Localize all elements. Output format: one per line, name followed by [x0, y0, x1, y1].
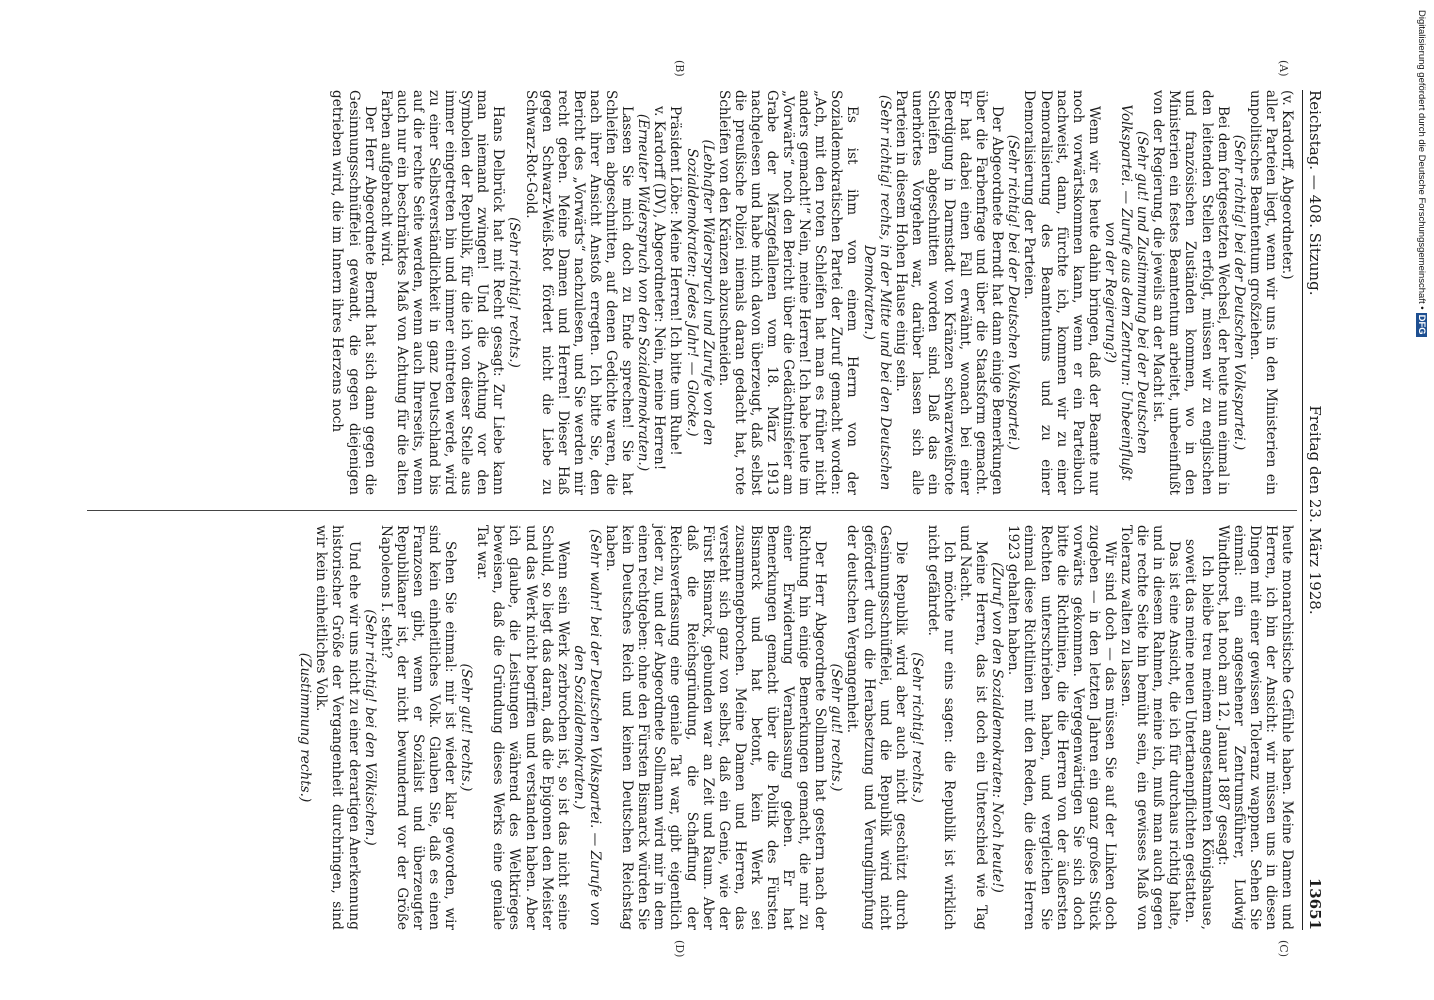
- interjection: (Lebhafter Widerspruch und Zurufe von den Sozialdemokraten: Jedes Jahr! — Glocke.): [683, 139, 716, 446]
- paragraph: heute monarchistische Gefühle haben. Meine Damen und Herren, ich bin der Ansicht: wir müssen uns in diesen Dingen mit einer gewissen Toleranz wappnen. Sehen Sie einmal: ein angesehener Zentrumsführer, Ludwig Windthorst, hat noch am 12. Januar 1887 gesagt:: [1214, 525, 1295, 930]
- paragraph: Der Abgeordnete Berndt hat dann einige Bemerkungen über die Farbenfrage und über die Staatsform gemacht. Er hat dabei einen Fall erwähnt, wonach bei einer Beerdigung in Darmstadt von Kränzen schwarzweißrote Schleifen abgeschnitten worden sind. Daß das ein unerhörtes Vorgehen war, darüber lassen sich alle Parteien in diesem Hohen Hause einig sein.: [892, 90, 1006, 495]
- right-column: [297, 525, 1295, 930]
- paragraph: Bei dem fortgesetzten Wechsel, der heute nun einmal in den leitenden Stellen erfolgt, müssen wir zu englischen und französischen Zuständen kommen, wo in den Ministerien ein festes Beamtentum arbeitet, unbeeinflußt von der Regierung, die jeweils an der Macht ist.: [1150, 90, 1231, 495]
- paragraph: Lassen Sie mich doch zu Ende sprechen! Sie hat Schleifen abgeschnitten, auf denen Gedichte waren, die nach ihrer Ansicht Anstoß erregten. Ich bitte Sie, den Bericht des „Vorwärts“ nachzulesen, und Sie werden mir recht geben. Meine Damen und Herren! Dieser Haß gegen Schwarz-Weiß-Rot fördert nicht die Liebe zu Schwarz-Rot-Gold.: [522, 90, 636, 495]
- left-column: [329, 90, 1295, 495]
- paragraph: Das ist eine Ansicht, die ich für durchaus richtig halte, und in diesem Rahmen, meine ich, muß man auch gegen die rechte Seite hin bemüht sein, ein gewisses Maß von Toleranz walten zu lassen.: [1118, 525, 1183, 930]
- interjection: (Sehr richtig! bei der Deutschen Volkspartei.): [1005, 134, 1022, 451]
- paragraph: Wir sind doch — das müssen Sie auf der Linken doch zugeben — in den letzten Jahren ein ganz großes Stück vorwärts gekommen. Vergegenwärtigen Sie sich doch bitte die Richtlinien, die die Herren von der äußersten Rechten unterschrieben haben, und vergleichen Sie einmal diese Richtlinien mit den Reden, die diese Herren 1923 gehalten haben.: [1005, 525, 1118, 930]
- interjection: (Sehr gut! und Zustimmung bei der Deutschen Volkspartei. — Zurufe aus dem Zentrum: Unbeeinflußt von der Regierung?): [1101, 104, 1151, 481]
- interjection: (Zuruf von den Sozialdemokraten: Noch heute!): [989, 562, 1006, 893]
- page-number: 13651: [1306, 877, 1324, 930]
- credit-text: Digitalisierung gefördert durch die Deutsche Forschungsgemeinschaft •: [1416, 10, 1427, 310]
- interjection: (Sehr richtig! rechts, in der Mitte und bei den Deutschen Demokraten.): [860, 94, 893, 491]
- speaker-line: v. Kardorff (DV), Abgeordneter: Nein, meine Herren!: [651, 106, 668, 471]
- interjection: (Sehr richtig! rechts.): [506, 217, 523, 368]
- paragraph: Der Herr Abgeordnete Berndt hat sich dann gegen die Gesinnungsschnüffelei gewandt, die gegen diejenigen getrieben wird, die im Innern ihres Herzens noch: [329, 90, 378, 495]
- page-header: [1302, 90, 1327, 930]
- header-date: Freitag den 23. März 1928.: [1306, 405, 1324, 615]
- interjection: (Sehr richtig! bei den Völkischen.): [361, 609, 378, 846]
- paragraph: Meine Herren, das ist doch ein Unterschied wie Tag und Nacht.: [957, 525, 990, 930]
- column-divider: [87, 510, 1297, 511]
- paragraph: Der Herr Abgeordnete Sollmann hat gestern nach der Richtung hin einige Bemerkungen gemacht, die mir zu einer Erwiderung Veranlassung geben. Er hat Bemerkungen gemacht über die Politik des Fürsten Bismarck und hat betont, kein Werk sei zusammengebrochen. Meine Damen und Herren, das versteht sich ganz von selbst, daß ein Genie, wie der Fürst Bismarck, gebunden war an Zeit und Raum. Aber daß die Reichsgründung, die Schaffung der Reichsverfassung eine geniale Tat war, gibt eigentlich jeder zu, und der Abgeordnete Sollmann wird mir in dem einen rechtgeben: ohne den Fürsten Bismarck würden Sie kein Deutsches Reich und keinen Deutschen Reichstag haben.: [603, 525, 829, 930]
- paragraph: Hans Delbrück hat mit Recht gesagt: Zur Liebe kann man niemand zwingen! Und die Achtung vor den Symbolen der Republik, für die ich von dieser Stelle aus immer eingetreten bin und immer eintreten werde, wird zu einer Selbstverständlichkeit in ganz Deutschland bis auf die rechte Seite werden, wenn auch Ihrerseits, wenn auch nur ein beschränktes Maß von Achtung für die alten Farben aufgebracht wird.: [377, 90, 507, 495]
- speaker-line: (v. Kardorff, Abgeordneter.): [1279, 90, 1295, 280]
- margin-marker-a: (A): [1277, 60, 1290, 77]
- quotation: Ich bleibe treu meinem angestammten Königshause, soweit das meine neuen Untertanenpflichten gestatten.: [1182, 539, 1215, 930]
- paragraph: Sehen Sie einmal: mir ist wieder klar geworden, wir sind kein einheitliches Volk. Glauben Sie, daß es einen Franzosen gibt, wenn er Sozialist und überzeugter Republikaner ist, der nicht bewundernd vor der Größe Napoleons I. steht?: [377, 525, 459, 930]
- header-session: Reichstag. — 408. Sitzung.: [1306, 90, 1324, 296]
- interjection: (Sehr gut! rechts.): [458, 663, 475, 792]
- interjection: (Sehr wahr! bei der Deutschen Volkspartei. — Zurufe von den Sozialdemokraten.): [570, 528, 603, 927]
- president-remark: Präsident Löbe: Meine Herren! Ich bitte um Ruhe!: [667, 106, 684, 456]
- paragraph: Und ehe wir uns nicht zu einer derartigen Anerkennung historischer Größe der Vergangenheit durchringen, sind wir kein einheitliches Volk.: [313, 525, 362, 930]
- interjection: (Zustimmung rechts.): [297, 652, 314, 803]
- interjection: (Erneuter Widerspruch von den Sozialdemokraten.): [635, 113, 652, 472]
- margin-marker-c: (C): [1277, 940, 1290, 957]
- paragraph: Wenn sein Werk zerbrochen ist, so ist das nicht seine Schuld, so liegt das daran, daß die Epigonen den Meister und das Werk nicht begriffen und verstanden haben. Aber ich glaube, die Leistungen während des Weltkrieges beweisen, daß die Gründung dieses Werks eine geniale Tat war.: [474, 525, 571, 930]
- interjection: (Sehr richtig! bei der Deutschen Volkspartei.): [1230, 134, 1247, 451]
- digitization-credit: [1416, 10, 1427, 337]
- paragraph: Es ist ihm von einem Herrn von der Sozialdemokratischen Partei der Zuruf gemacht worden: „Ach, mit den roten Schleifen hat man es früher nicht anders gemacht!“ Nein, meine Herren! Ich habe heute im „Vorwärts“ noch den Bericht über die Gedächtnisfeier am Grabe der Märzgefallenen vom 18. März 1913 nachgelesen und habe mich davon überzeugt, daß selbst die preußische Polizei niemals daran gedacht hat, rote Schleifen von den Kränzen abzuschneiden.: [715, 90, 861, 495]
- interjection: (Sehr gut! rechts.): [828, 663, 845, 792]
- interjection: (Sehr richtig! rechts.): [908, 652, 925, 803]
- paragraph: Die Republik wird aber auch nicht geschützt durch Gesinnungsschnüffelei, und die Republik wird nicht gefördert durch die Herabsetzung und Verunglimpfung der deutschen Vergangenheit.: [844, 525, 909, 930]
- paragraph: Wenn wir es heute dahin bringen, daß der Beamte nur noch vorwärtskommen kann, wenn er ein Parteibuch nachweist, dann, fürchte ich, kommen wir zu einer Demoralisierung des Beamtentums und zu einer Demoralisierung der Parteien.: [1021, 90, 1102, 495]
- dfg-logo: DFG: [1416, 314, 1427, 335]
- paragraph: aller Parteien liegt, wenn wir uns in den Ministerien ein unpolitisches Beamtentum großziehen.: [1246, 90, 1279, 495]
- margin-marker-d: (D): [673, 940, 686, 958]
- margin-marker-b: (B): [673, 60, 686, 77]
- paragraph: Ich möchte nur eins sagen: die Republik ist wirklich nicht gefährdet.: [924, 525, 958, 930]
- scanned-page: [72, 60, 1327, 958]
